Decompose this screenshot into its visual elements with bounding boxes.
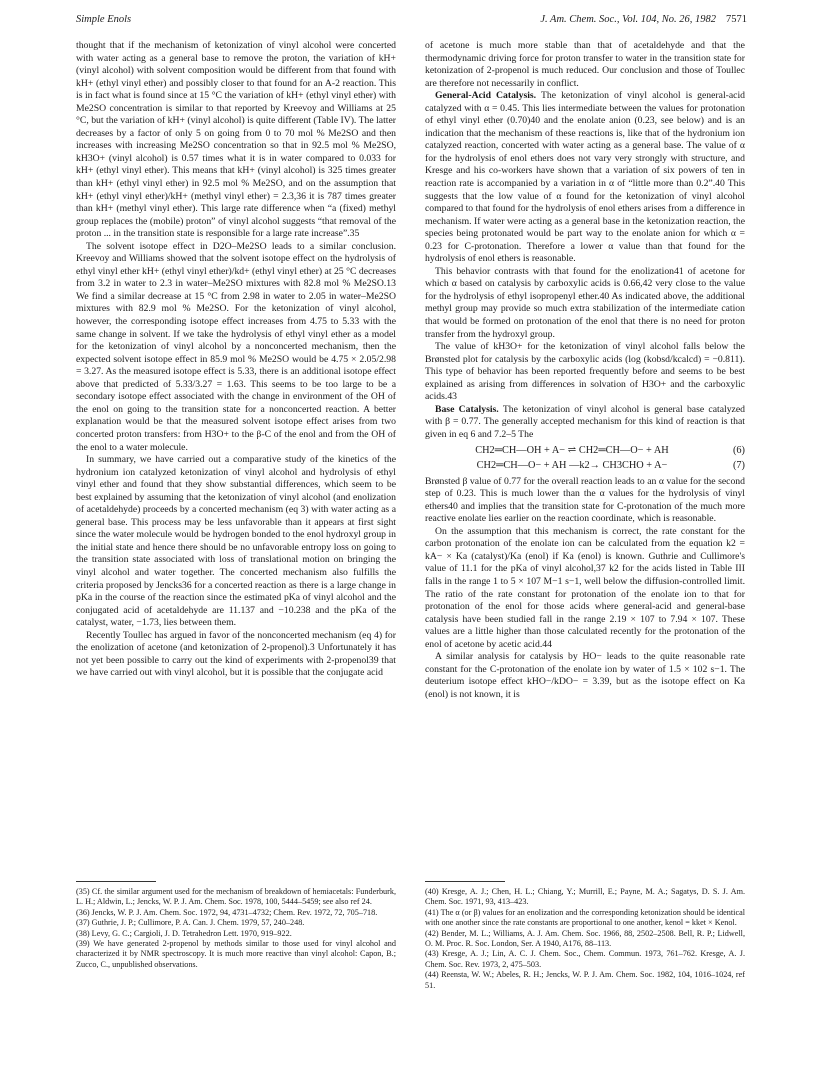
footnote: (36) Jencks, W. P. J. Am. Chem. Soc. 1972, 94, 4731–4732; Chem. Rev. 1972, 72, 705–718. [76,907,378,917]
paragraph: thought that if the mechanism of ketonization of vinyl alcohol were concerted with water acting as a general base to remove the proton, the variation of kH+ (vinyl alcohol) with solvent composition would be different from that found with kH+ (ethyl vinyl ether) and possibly closer to that found for an A-2 reaction. This is in fact what is found since at 15 °C the variation of kH+ (ethyl vinyl ether) with Me2SO concentration is similar to that reported by Kreevoy and Williams at 25 °C, but the variation of kH+ (vinyl alcohol) is quite different (Table IV). The latter decreases by a factor of only 5 on going from 0 to 70 mol % Me2SO and then increases with increasing Me2SO concentration so that in 92.5 mol % Me2SO, kH3O+ (vinyl alcohol) is 0.57 times what it is in water compared to 0.033 for kH+ (ethyl vinyl ether). This means that kH+ (vinyl alcohol) is 325 times greater than kH+ (ethyl vinyl ether) in 92.5 mol % Me2SO, and on the assumption that kH+ (ethyl vinyl ether)/kH+ (methyl vinyl ether) = 2.3,36 it is 787 times greater than kH+ (methyl vinyl ether). This large rate difference when “a (fixed) methyl group replaces the (mobile) proton” of vinyl alcohol suggests “that removal of the proton ... in the transition state is responsible for a large rate increase”.35 [76,40,396,240]
footnotes-left [76,887,396,970]
paragraph: In summary, we have carried out a comparative study of the kinetics of the hydronium ion catalyzed ketonization of vinyl alcohol and hydrolysis of ethyl vinyl ether and found that they show substantial differences, which seem to be best explained by assuming that the ketonization of vinyl alcohol (and enolization of acetaldehyde) proceeds by a concerted mechanism (eq 3) with water acting as a general base. This process may be less unfavorable than it appears at first sight since the water molecule would be hydrogen bonded to the enol hydroxyl group in the initial state and hence there should be no unfavorable entropy loss on going to the transition state associated with loss of translational motion on bringing the vinyl alcohol and water together. The concerted mechanism also fulfills the criteria proposed by Jencks36 for a concerted reaction as there is a large change in pKa in the course of the reaction since the estimated pKa of vinyl alcohol and the conjugated acid of acetaldehyde are 11.137 and −10.238 and the pKa of the catalyst, water, −1.73, lies between them. [76,454,396,629]
footnote: (44) Reensta, W. W.; Abeles, R. H.; Jencks, W. P. J. Am. Chem. Soc. 1982, 104, 1016–1024, ref 51. [425,970,745,990]
right-column [425,40,745,701]
equation-number: (7) [732,460,745,472]
footnote: (40) Kresge, A. J.; Chen, H. L.; Chiang, Y.; Murrill, E.; Payne, M. A.; Sagatys, D. S. J. Am. Chem. Soc. 1971, 93, 413–423. [425,887,745,907]
footnote-divider [425,881,505,882]
paragraph-base-catalysis [425,404,745,442]
equation-6 [425,445,745,458]
paragraph: The solvent isotope effect in D2O–Me2SO leads to a similar conclusion. Kreevoy and Williams showed that the solvent isotope effect on the hydrolysis of ethyl vinyl ether kH+ (ethyl vinyl ether)/kd+ (ethyl vinyl ether) at 25 °C decreases from 3.2 in water to 2.3 in water–Me2SO mixtures with 82.8 mol % Me2SO.13 We find a similar decrease at 15 °C from 2.98 in water to 2.05 in water–Me2SO mixtures with 82.9 mol % Me2SO. For the ketonization of vinyl alcohol, however, the corresponding isotope effect increases from 4.75 to 5.33 with the same change in solvent. If we take the hydrolysis of ethyl vinyl ether as a model for the ketonization of vinyl alcohol by a nonconcerted mechanism, then the expected solvent isotope effect in 85.9 mol % Me2SO would be 4.75 × 2.05/2.98 = 3.27. As the measured isotope effect is 5.33, there is an additional isotope effect above that predicted of 5.33/3.27 = 1.63. This seems to be too large to be a secondary isotope effect associated with the change in environment of the OH of the enol on going to the transition state for a nonconcerted reaction. A better explanation would be that the measured solvent isotope effect arises from two concerted proton transfers: from H3O+ to the β-C of the enol and from the OH of the enol to a water molecule. [76,240,396,453]
footnote: (35) Cf. the similar argument used for the mechanism of breakdown of hemiacetals: Funderburk, L. H.; Aldwin, L.; Jencks, W. P. J. Am. Chem. Soc. 1978, 100, 5444–5459; see also ref 24. [76,887,396,907]
equation-number: (6) [732,444,745,456]
left-column [76,40,396,680]
paragraph: Brønsted β value of 0.77 for the overall reaction leads to an α value for the second step of 0.23. This is much lower than the α values for the hydrolysis of vinyl ethers40 and implies that the transition state for C-protonation of the much more reactive enolate lies earlier on the reaction coordinate, which is reasonable. [425,475,745,525]
journal-header [540,14,747,25]
page-number: 7571 [726,14,747,25]
paragraph: The value of kH3O+ for the ketonization of vinyl alcohol falls below the Brønsted plot for catalysis by the carboxylic acids (log (kobsd/kcalcd) = −0.811). This type of behavior has been reported frequently before and seems to be best explained as arising from differences in solvation of H3O+ and the carboxylic acids.43 [425,341,745,403]
equation-7 [425,460,745,473]
paragraph-text: The ketonization of vinyl alcohol is general base catalyzed with β = 0.77. The generally accepted mechanism for this kind of reaction is that given in eq 6 and 7.2–5 The [425,403,745,440]
section-heading: Base Catalysis. [435,403,499,415]
paragraph-general-acid [425,90,745,266]
equation-body: CH2═CH—O− + AH —k2→ CH3CHO + A− [476,460,668,472]
paragraph: of acetone is much more stable than that of acetaldehyde and that the thermodynamic driving force for proton transfer to water in the transition state for ketonization of 2-propenol is much reduced. Our conclusion and those of Toullec are therefore not necessarily in conflict. [425,40,745,89]
footnotes-right [425,887,745,991]
equation-body: CH2═CH—OH + A− ⇌ CH2═CH—O− + AH [475,444,669,456]
footnote: (42) Bender, M. L.; Williams, A. J. Am. Chem. Soc. 1966, 88, 2502–2508. Bell, R. P.; Lidwell, O. M. Proc. R. Soc. London, Ser. A 1940, A176, 88–113. [425,928,745,949]
footnote: (39) We have generated 2-propenol by methods similar to those used for vinyl alcohol and characterized it by NMR spectroscopy. It is much more reactive than vinyl alcohol: Capon, B.; Zucco, C., unpublished observations. [76,939,396,969]
paragraph: A similar analysis for catalysis by HO− leads to the quite reasonable rate constant for the C-protonation of the enolate ion by water of 1.5 × 102 s−1. The deuterium isotope effect kHO−/kDO− = 3.39, but as the isotope effect on Ka (enol) is not known, it is [425,651,745,700]
paragraph: This behavior contrasts with that found for the enolization41 of acetone for which α based on catalysis by carboxylic acids is 0.66,42 very close to the value for the hydrolysis of ethyl isopropenyl ether.40 As indicated above, the additional methyl group may provide so much extra stabilization of the intermediate cation that would be formed on protonation of the enol that there is no need for proton transfer from the hydroxyl group. [425,265,745,340]
footnote-divider [76,881,156,882]
paragraph: Recently Toullec has argued in favor of the nonconcerted mechanism (eq 4) for the enolization of acetone (and ketonization of 2-propenol).3 Unfortunately it has not yet been possible to carry out the kind of experiments with 2-propenol39 that we have carried out with vinyl alcohol, but it is possible that the conjugate acid [76,629,396,679]
footnote: (41) The α (or β) values for an enolization and the corresponding ketonization should be identical with one another since the rate constants are proportional to one another, kenol = kket × Kenol. [425,907,745,928]
footnote: (37) Guthrie, J. P.; Cullimore, P. A. Can. J. Chem. 1979, 57, 240–248. [76,918,305,928]
footnote: (38) Levy, G. C.; Cargioli, J. D. Tetrahedron Lett. 1970, 919–922. [76,928,292,938]
paragraph: On the assumption that this mechanism is correct, the rate constant for the carbon protonation of the enolate ion can be calculated from the equation k2 = kA− × Ka (catalyst)/Ka (enol) if Ka (enol) is known. Guthrie and Cullimore's value of 11.1 for the pKa of vinyl alcohol,37 k2 for the acids listed in Table III falls in the range 1 to 5 × 107 M−1 s−1, well below the diffusion-controlled limit. The ratio of the rate constant for protonation of the enolate ion to that for protonation of the enol for those acids where general-acid and general-base catalysis have been studied fall in the range 2.19 × 107 to 7.94 × 107. These values are a little higher than those calculated recently for the protonation of the enol of acetone by acetic acid.44 [425,525,745,650]
paragraph-text: The ketonization of vinyl alcohol is general-acid catalyzed with α = 0.45. This lies intermediate between the values for protonation of ethyl vinyl ether (0.70)40 and the enolate anion (0.23, see below) and is an indication that the mechanism of these reactions is, like that of the hydronium ion catalyzed reaction, concerted with water acting as a general base. The value of α for the hydrolysis of enol ethers does not vary very strongly with structure, and Kresge and his co-workers have shown that a variation of six powers of ten in reaction rate is accompanied by a variation in α of “little more than 0.2”.40 This suggests that the low value of α found for the ketonization of vinyl alcohol compared to that found for the hydrolysis of enol ethers arises from a difference in mechanism. If water were acting as a general base in the ketonization reaction, the species being protonated would be part way to the enolate anion for which α = 0.23 for C-protonation. Therefore a lower α value than that found for the hydrolysis of enol ethers is reasonable. [425,90,745,265]
footnote: (43) Kresge, A. J.; Lin, A. C. J. Chem. Soc., Chem. Commun. 1973, 761–762. Kresge, A. J. Chem. Soc. Rev. 1973, 2, 475–503. [425,949,745,969]
journal-citation: J. Am. Chem. Soc., Vol. 104, No. 26, 1982 [540,14,716,25]
section-heading: General-Acid Catalysis. [435,90,537,102]
running-title: Simple Enols [76,14,132,25]
